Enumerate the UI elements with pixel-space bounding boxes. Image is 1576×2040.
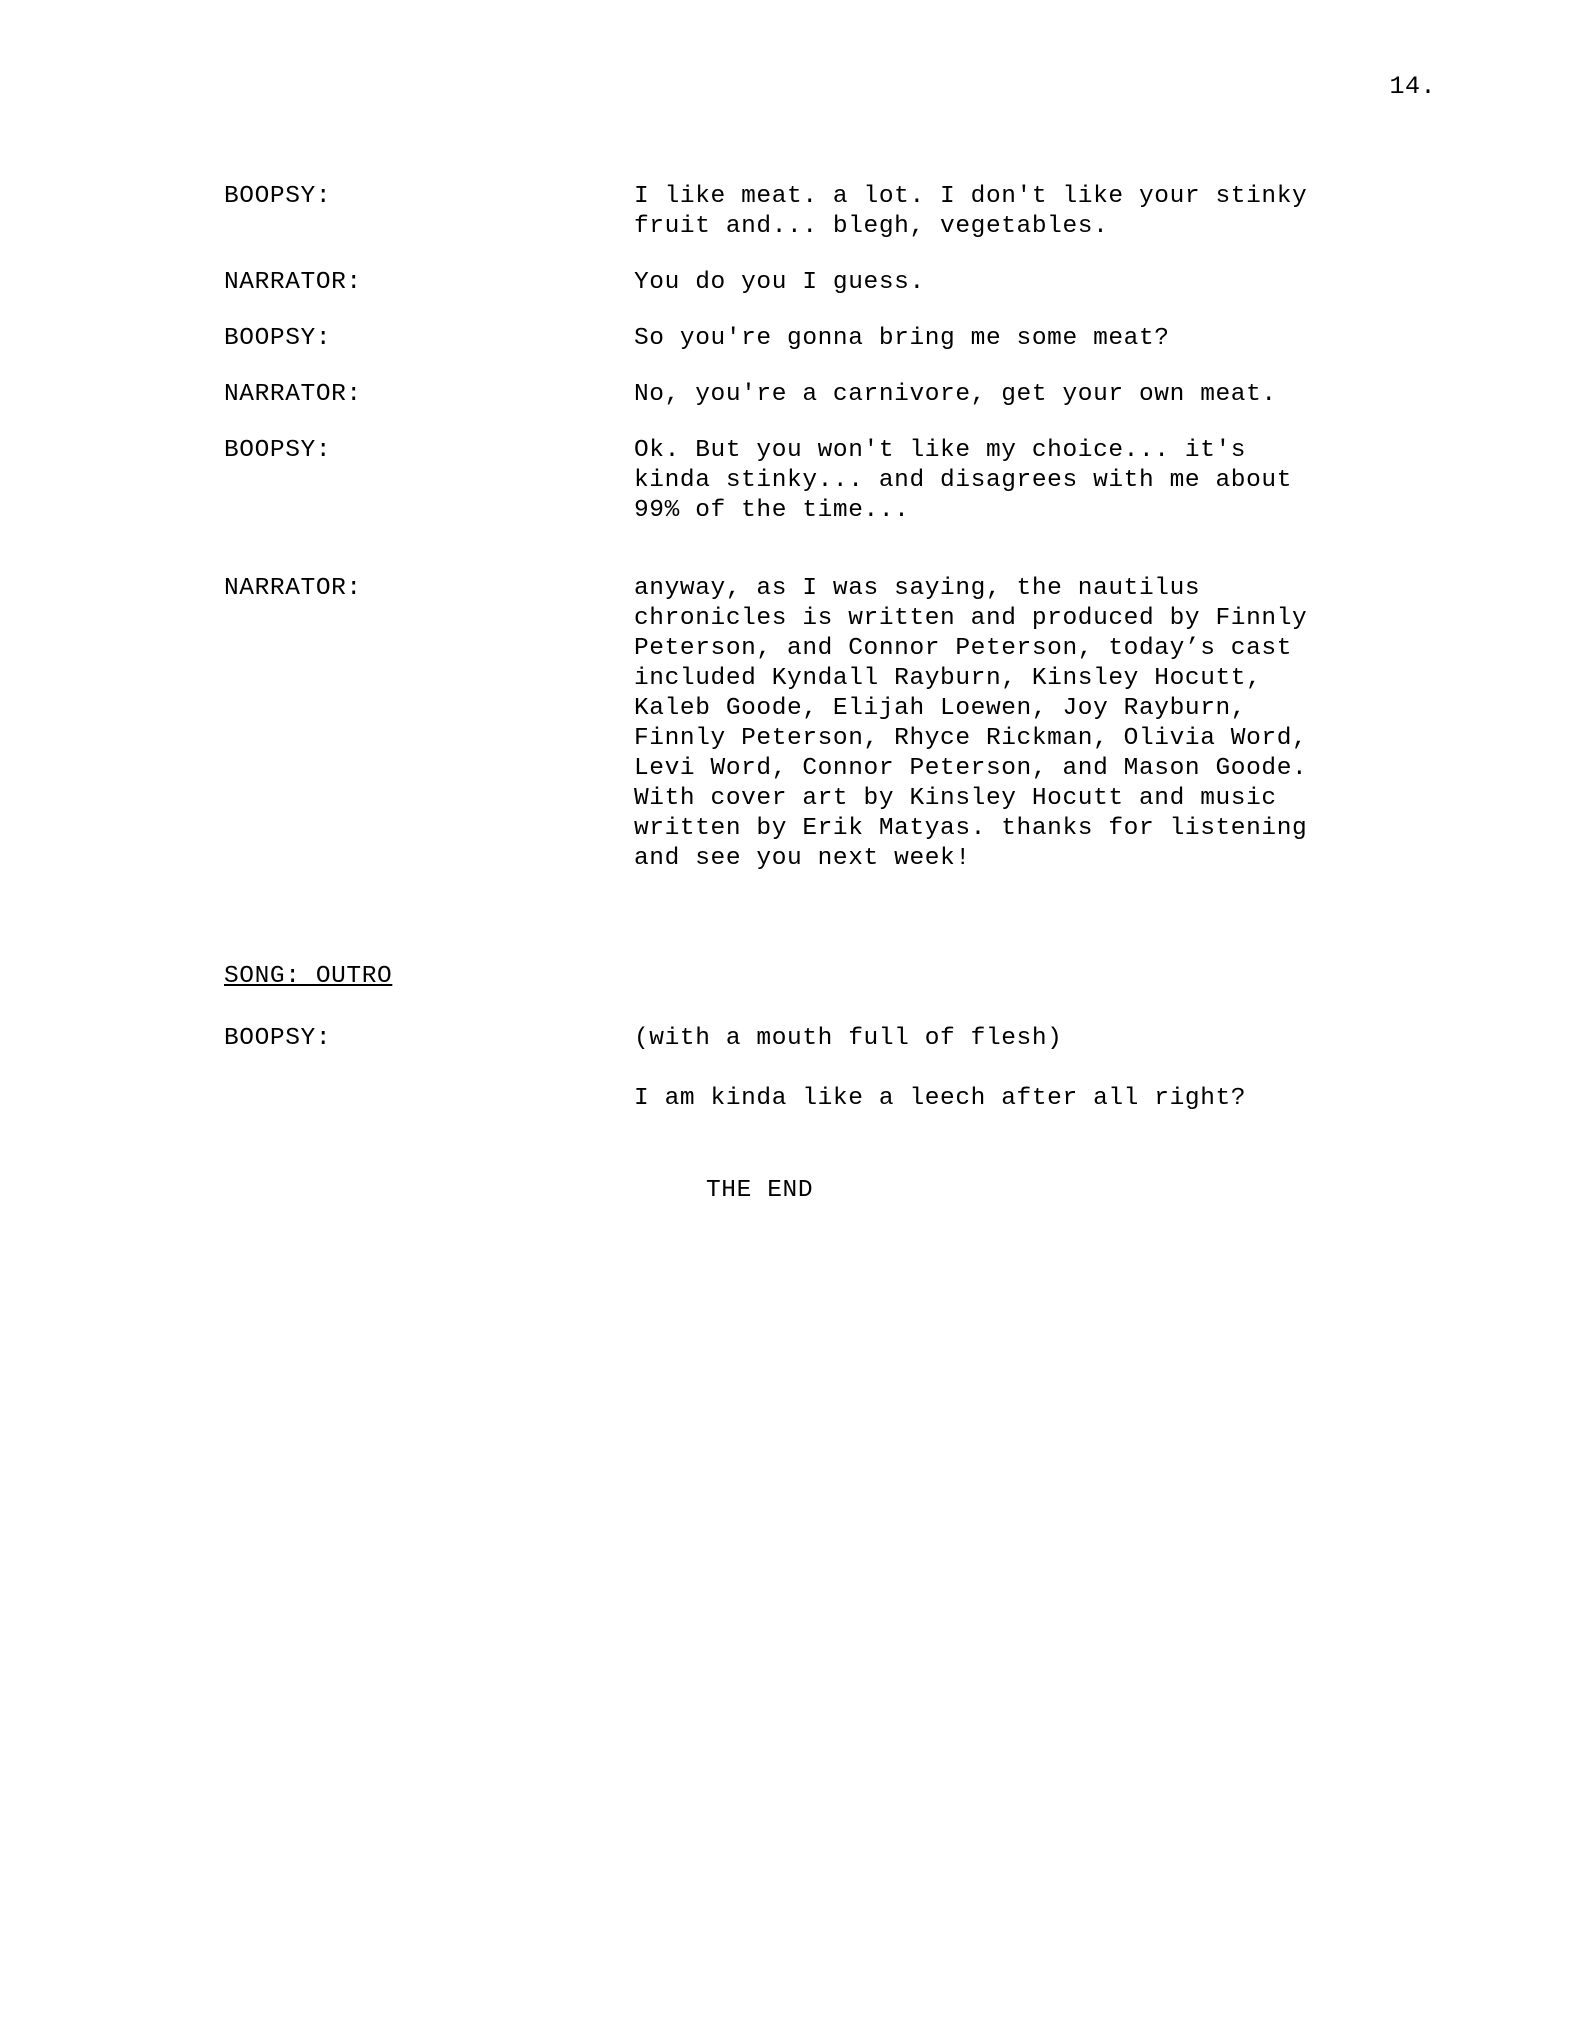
speaker-name: BOOPSY: [224,437,332,464]
speaker-name: NARRATOR: [224,269,362,296]
speaker-name: BOOPSY: [224,183,332,210]
dialogue-block [0,436,1576,526]
the-end-label: THE END [706,1177,814,1204]
speaker-name: BOOPSY: [224,325,332,352]
dialogue-lines [634,182,1334,242]
dialogue-lines [634,324,1334,354]
song-heading: SONG: OUTRO [224,963,393,990]
dialogue-block [0,268,1576,298]
dialogue-block [0,1024,1576,1114]
dialogue-paragraph: Ok. But you won't like my choice... it's kinda stinky... and disagrees with me about 99% of the time... [634,437,1293,524]
speaker-name: NARRATOR: [224,381,362,408]
dialogue-paragraph: I am kinda like a leech after all right? [634,1085,1247,1112]
dialogue-lines [634,1024,1334,1114]
speaker-name: BOOPSY: [224,1025,332,1052]
block-spacer [0,552,1576,574]
dialogue-paragraph: I like meat. a lot. I don't like your stinky fruit and... blegh, vegetables. [634,183,1308,240]
speaker-name: NARRATOR: [224,575,362,602]
dialogue-lines [634,574,1334,874]
song-heading-row [0,900,1576,1024]
dialogue-block [0,324,1576,354]
dialogue-paragraph: You do you I guess. [634,269,925,296]
dialogue-paragraph: anyway, as I was saying, the nautilus chronicles is written and produced by Finnly Peterson, and Connor Peterson, today’s cast included Kyndall Rayburn, Kinsley Hocutt, Kaleb Goode, Elijah Loewen, Joy Rayburn, Finnly Peterson, Rhyce Rickman, Olivia Word, Levi Word, Connor Peterson, and Mason Goode. With cover art by Kinsley Hocutt and music written by Erik Matyas. thanks for listening and see you next week! [634,575,1308,872]
page-number: 14. [1389,72,1436,101]
dialogue-block [0,182,1576,242]
dialogue-paragraph: No, you're a carnivore, get your own meat. [634,381,1277,408]
dialogue-lines [634,380,1334,410]
parenthetical: (with a mouth full of flesh) [634,1025,1063,1052]
dialogue-lines [634,268,1334,298]
dialogue-lines [634,436,1334,526]
dialogue-block [0,574,1576,874]
dialogue-block [0,380,1576,410]
script-body [0,182,1576,1206]
dialogue-paragraph: So you're gonna bring me some meat? [634,325,1170,352]
